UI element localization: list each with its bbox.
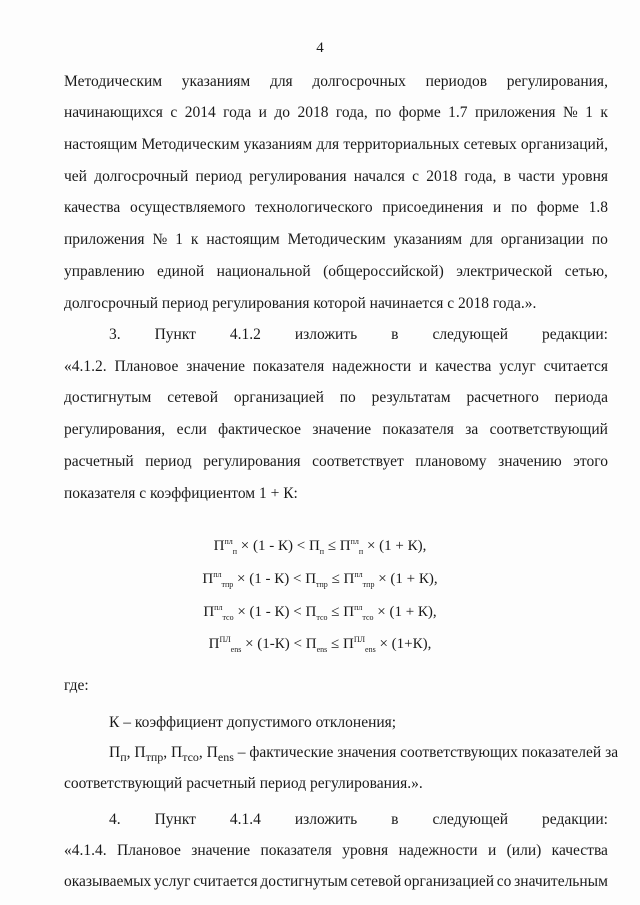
formula-p-ens xyxy=(0,636,640,653)
word: сетевых xyxy=(463,136,517,153)
section-4-heading xyxy=(109,810,608,830)
word: услуг xyxy=(499,358,536,375)
word: качества xyxy=(551,842,608,859)
word: значение xyxy=(312,421,372,438)
formula-sup: пл xyxy=(213,570,222,579)
word: изложить xyxy=(294,811,358,828)
word: периода xyxy=(554,389,608,406)
word: форме xyxy=(398,104,441,121)
word: указаниям xyxy=(393,231,463,248)
word: настоящим xyxy=(206,231,280,248)
fact-sep: , xyxy=(198,744,207,761)
formula-sub: тпр xyxy=(316,580,328,589)
word: сетевой xyxy=(350,873,402,890)
word: редакции: xyxy=(542,326,608,343)
word: редакции: xyxy=(542,811,608,828)
word: (или) xyxy=(506,842,542,859)
word: № xyxy=(562,104,578,121)
formula-sub: п xyxy=(319,547,325,556)
word: организацией xyxy=(233,389,324,406)
text-line xyxy=(64,198,608,218)
word: регулирования xyxy=(203,453,301,470)
word: долгосрочный xyxy=(94,168,189,185)
text-line xyxy=(64,167,608,187)
formula-text: × (1 - К) < П xyxy=(237,538,320,554)
fact-symbol: П xyxy=(171,744,183,761)
word: по xyxy=(339,389,356,406)
word: этого xyxy=(573,453,608,470)
word: электрической xyxy=(456,263,553,280)
word: 1 xyxy=(175,231,183,248)
word: 1.8 xyxy=(588,199,608,216)
word: для xyxy=(269,73,293,90)
text-line xyxy=(64,262,608,282)
word: форме xyxy=(536,199,579,216)
word: с xyxy=(412,168,419,185)
word: технологического xyxy=(255,199,373,216)
word: по xyxy=(511,199,528,216)
formula-sub: тсо xyxy=(362,613,374,622)
word: если xyxy=(176,421,207,438)
word: и xyxy=(487,842,497,859)
word: долгосрочных xyxy=(312,73,406,90)
fact-sep: , xyxy=(126,744,135,761)
word: № xyxy=(152,231,168,248)
fact-sub: п xyxy=(120,750,127,765)
fact-sub: ens xyxy=(217,750,234,765)
word: Методическим xyxy=(64,73,163,90)
word: расчетный xyxy=(64,453,134,470)
formula-sub: ens xyxy=(316,645,328,654)
formula-text: × (1+К), xyxy=(375,636,432,652)
word: регулирования, xyxy=(506,73,608,90)
word: в xyxy=(391,811,399,828)
formula-sub: ens xyxy=(230,645,242,654)
word: считается xyxy=(193,873,258,890)
word: с xyxy=(170,104,178,121)
formula-sub: тсо xyxy=(316,613,328,622)
word: соответствующий xyxy=(489,421,608,438)
fact-sep: , xyxy=(163,744,171,761)
word: присоединения xyxy=(382,199,484,216)
formula-sup: пл xyxy=(350,537,359,546)
text-line: показателя с коэффициентом 1 + К: xyxy=(64,485,298,502)
formula-symbol: П xyxy=(203,604,215,620)
formula-sup: ПЛ xyxy=(353,635,366,644)
page-number: 4 xyxy=(316,40,324,56)
text-line: соответствующий расчетный период регулирования.». xyxy=(64,775,423,792)
text-line xyxy=(64,103,608,123)
text-line xyxy=(64,135,608,155)
formula-sub: тсо xyxy=(222,613,234,622)
word: изложить xyxy=(294,326,358,343)
word: значение xyxy=(191,842,251,859)
fact-symbol: П xyxy=(109,744,121,761)
word: года, xyxy=(335,104,368,121)
word: начинающихся xyxy=(64,104,163,121)
formula-sub: ens xyxy=(365,645,376,654)
formula-text: ≤ П xyxy=(327,636,354,652)
formula-p-tpr xyxy=(0,571,640,588)
word: Пункт xyxy=(154,811,196,828)
formula-sup: ПЛ xyxy=(219,635,231,644)
fact-text: – фактические значения соответствующих показателей за xyxy=(233,744,619,761)
word: 3. xyxy=(109,326,121,343)
word: в xyxy=(391,326,399,343)
word: Методическим xyxy=(287,231,386,248)
word: уровня xyxy=(342,842,389,859)
word: период xyxy=(195,168,242,185)
formula-sup: пл xyxy=(354,570,363,579)
formula-sup: пл xyxy=(224,537,233,546)
word: 2014 xyxy=(184,104,216,121)
word: к xyxy=(190,231,199,248)
word: за xyxy=(465,421,479,438)
word: регулирования, xyxy=(64,421,166,438)
word: 1 xyxy=(585,104,593,121)
formula-symbol: П xyxy=(202,571,214,587)
word: фактическое xyxy=(218,421,301,438)
text-line xyxy=(64,388,608,408)
formula-sub: тпр xyxy=(221,580,234,589)
text-line xyxy=(64,230,608,250)
fact-sub: тпр xyxy=(145,750,164,765)
formula-sup: пл xyxy=(214,603,223,612)
word: чей xyxy=(64,168,87,185)
word: соответствует xyxy=(312,453,404,470)
word: территориальных xyxy=(343,136,460,153)
word: достигнутым xyxy=(64,389,152,406)
word: Пункт xyxy=(154,326,196,343)
word: сетевой xyxy=(167,389,219,406)
word: по xyxy=(591,231,608,248)
formula-text: ≤ П xyxy=(327,604,355,620)
word: период xyxy=(145,453,192,470)
formula-symbol: П xyxy=(213,538,225,554)
formula-text: × (1 + К), xyxy=(374,571,438,587)
word: для xyxy=(316,136,340,153)
word: расчетного xyxy=(466,389,539,406)
word: плановому xyxy=(415,453,487,470)
formula-text: × (1 - К) < П xyxy=(233,604,317,620)
word: 2018 xyxy=(426,168,458,185)
word: качества xyxy=(435,358,492,375)
text-line xyxy=(64,872,608,892)
formula-text: × (1 + К), xyxy=(363,538,427,554)
word: указаниям xyxy=(243,136,313,153)
word: приложения xyxy=(64,231,145,248)
word: и xyxy=(493,199,502,216)
fact-symbol: П xyxy=(206,744,218,761)
word: со xyxy=(496,873,512,890)
formula-symbol: П xyxy=(208,636,220,652)
k-definition: К – коэффициент допустимого отклонения; xyxy=(109,714,397,731)
word: «4.1.4. xyxy=(64,842,107,859)
word: национальной xyxy=(216,263,311,280)
word: 1.7 xyxy=(448,104,468,121)
word: начался xyxy=(353,168,405,185)
formula-text: × (1-К) < П xyxy=(241,636,317,652)
word: следующей xyxy=(432,811,509,828)
facts-definition xyxy=(109,743,619,765)
word: к xyxy=(600,104,608,121)
word: показателя xyxy=(382,421,454,438)
word: значение xyxy=(186,358,246,375)
word: Плановое xyxy=(114,358,179,375)
text-line xyxy=(64,841,608,861)
word: надежности xyxy=(398,842,478,859)
fact-symbol: П xyxy=(134,744,146,761)
word: организаций, xyxy=(520,136,608,153)
word: считается xyxy=(543,358,608,375)
word: показателя xyxy=(252,358,325,375)
word: оказываемых xyxy=(64,873,152,890)
word: указаниям xyxy=(181,73,251,90)
word: по xyxy=(375,104,392,121)
text-line xyxy=(64,72,608,92)
word: части xyxy=(518,168,555,185)
word: и xyxy=(419,358,428,375)
word: года xyxy=(223,104,252,121)
word: достигнутым xyxy=(260,873,348,890)
word: регулирования xyxy=(249,168,347,185)
word: единой xyxy=(157,263,205,280)
formula-text: × (1 - К) < П xyxy=(233,571,317,587)
word: настоящим xyxy=(64,136,138,153)
word: надежности xyxy=(332,358,412,375)
word: и xyxy=(258,104,267,121)
word: значению xyxy=(498,453,562,470)
word: показателя xyxy=(260,842,332,859)
word: значительным xyxy=(514,873,608,890)
word: услуг xyxy=(154,873,191,890)
word: Методическим xyxy=(141,136,240,153)
text-line: долгосрочный период регулирования которой начинается с 2018 года.». xyxy=(64,295,537,312)
word: 4.1.2 xyxy=(229,326,261,343)
formula-sub: п xyxy=(358,547,364,556)
word: 4. xyxy=(109,811,121,828)
formula-text: ≤ П xyxy=(324,538,351,554)
word: осуществляемого xyxy=(130,199,246,216)
where-label: где: xyxy=(64,677,89,694)
formula-p-tso xyxy=(0,604,640,621)
formula-sup: пл xyxy=(354,603,363,612)
word: качества xyxy=(64,199,121,216)
word: сетью, xyxy=(564,263,608,280)
word: организации xyxy=(500,231,584,248)
word: Плановое xyxy=(117,842,181,859)
word: следующей xyxy=(432,326,509,343)
word: (общероссийской) xyxy=(323,263,444,280)
fact-sub: тсо xyxy=(182,750,199,765)
word: «4.1.2. xyxy=(64,358,107,375)
word: до xyxy=(274,104,291,121)
text-line xyxy=(64,357,608,377)
word: уровня xyxy=(562,168,608,185)
word: 2018 xyxy=(297,104,329,121)
word: для xyxy=(470,231,493,248)
word: результатам xyxy=(371,389,451,406)
word: 4.1.4 xyxy=(229,811,261,828)
formula-sub: п xyxy=(232,547,238,556)
text-line xyxy=(64,452,608,472)
word: периодов xyxy=(425,73,488,90)
word: в xyxy=(503,168,511,185)
formula-text: ≤ П xyxy=(327,571,355,587)
formula-p-n xyxy=(0,538,640,555)
text-line xyxy=(64,420,608,440)
word: приложения xyxy=(474,104,556,121)
formula-sub: тпр xyxy=(362,580,375,589)
word: управлению xyxy=(64,263,145,280)
section-3-heading xyxy=(109,325,608,345)
word: организацией xyxy=(403,873,495,890)
word: года, xyxy=(464,168,497,185)
formula-text: × (1 + К), xyxy=(373,604,437,620)
